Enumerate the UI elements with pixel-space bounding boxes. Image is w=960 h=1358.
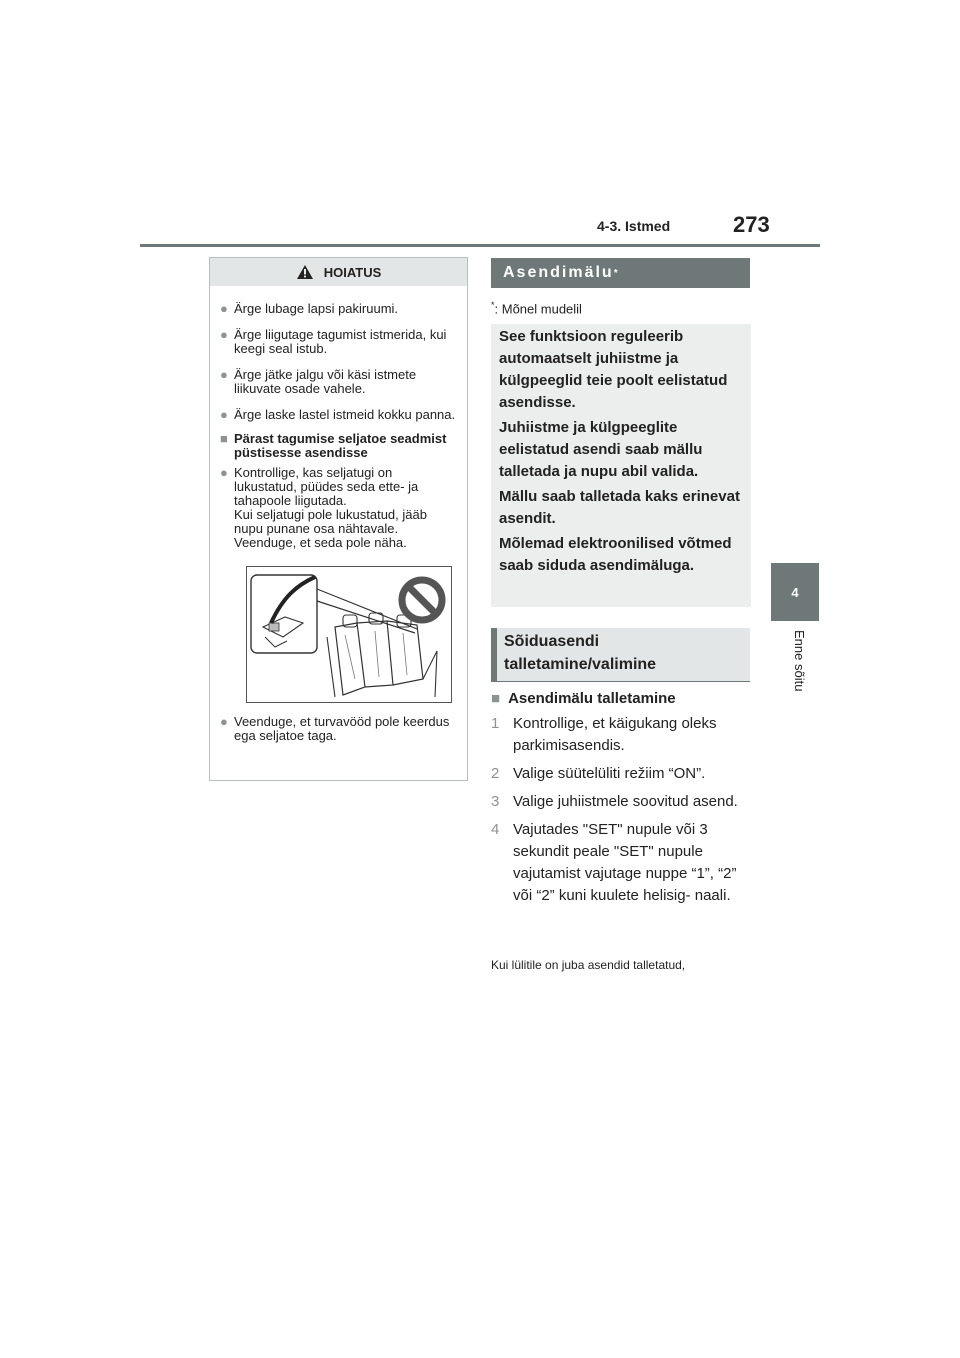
chapter-title: Enne sõitu	[792, 630, 807, 692]
page-number: 273	[733, 212, 770, 237]
warning-item: ● Ärge jätke jalgu või käsi istmete liikuvate osade vahele.	[220, 367, 417, 396]
procedure-title: ■ Asendimälu talletamine	[491, 690, 676, 707]
warning-item: ● Veenduge, et turvavööd pole keerdus ega seljatoe taga.	[220, 714, 450, 743]
square-bullet-icon: ■	[220, 431, 228, 446]
square-bullet-icon: ■	[491, 690, 501, 707]
prohibited-icon	[397, 575, 447, 625]
section-title: 4-3. Istmed	[597, 218, 671, 234]
procedure-steps	[491, 713, 751, 913]
warning-header	[210, 258, 467, 286]
warning-box	[209, 257, 468, 781]
summary-paragraph: Mällu saab talletada kaks erinevat asendit.	[499, 488, 740, 527]
warning-triangle-icon	[296, 264, 314, 280]
step-item: 4 Vajutades "SET" nupule või 3 sekundit peale "SET" nupule vajutamist vajutage nuppe “1”, “2” või “2” kuni kuulete helisig- naali.	[491, 821, 737, 904]
header-divider	[140, 244, 820, 247]
circle-bullet-icon: ●	[220, 367, 228, 382]
step-item: 3 Valige juhiistmele soovitud asend.	[491, 793, 738, 810]
circle-bullet-icon: ●	[220, 714, 228, 729]
step-item: 2 Valige süütelüliti režiim “ON”.	[491, 765, 706, 782]
circle-bullet-icon: ●	[220, 407, 228, 422]
chapter-tab[interactable]: 4	[771, 563, 819, 621]
rear-seat-illustration	[246, 566, 452, 703]
note-text: Kui lülitile on juba asendid talletatud,	[491, 958, 686, 972]
section-heading: Asendimälu *	[491, 258, 750, 288]
circle-bullet-icon: ●	[220, 327, 228, 342]
footnote: *: Mõnel mudelil	[491, 300, 582, 317]
subsection-divider	[491, 681, 750, 682]
summary-paragraph: Mõlemad elektroonilised võtmed saab siduda asendimäluga.	[499, 535, 732, 574]
summary-paragraph: Juhiistme ja külgpeeglite eelistatud asendi saab mällu talletada ja nupu abil valida.	[499, 419, 703, 480]
subsection-heading: Sõiduasendi talletamine/valimine	[491, 628, 750, 681]
circle-bullet-icon: ●	[220, 301, 228, 316]
warning-title: HOIATUS	[323, 264, 382, 280]
warning-subheading: ■ Pärast tagumise seljatoe seadmist püstisesse asendisse	[220, 431, 447, 460]
circle-bullet-icon: ●	[220, 465, 228, 480]
warning-item: ● Ärge liigutage tagumist istmerida, kui keegi seal istub.	[220, 327, 447, 356]
warning-item: ● Kontrollige, kas seljatugi on lukustatud, püüdes seda ette- ja tahapoole liigutada. Kui seljatugi pole lukustatud, jääb nupu punane osa nähtavale. Veenduge, et seda pole näha.	[220, 465, 427, 550]
warning-item: ● Ärge laske lastel istmeid kokku panna.	[220, 407, 456, 422]
summary-paragraph: See funktsioon reguleerib automaatselt juhiistme ja külgpeeglid teie poolt eelistatud asendisse.	[499, 328, 728, 411]
warning-item: ● Ärge lubage lapsi pakiruumi.	[220, 301, 399, 316]
section-summary	[491, 324, 751, 607]
step-item: 1 Kontrollige, et käigukang oleks parkimisasendis.	[491, 715, 717, 754]
